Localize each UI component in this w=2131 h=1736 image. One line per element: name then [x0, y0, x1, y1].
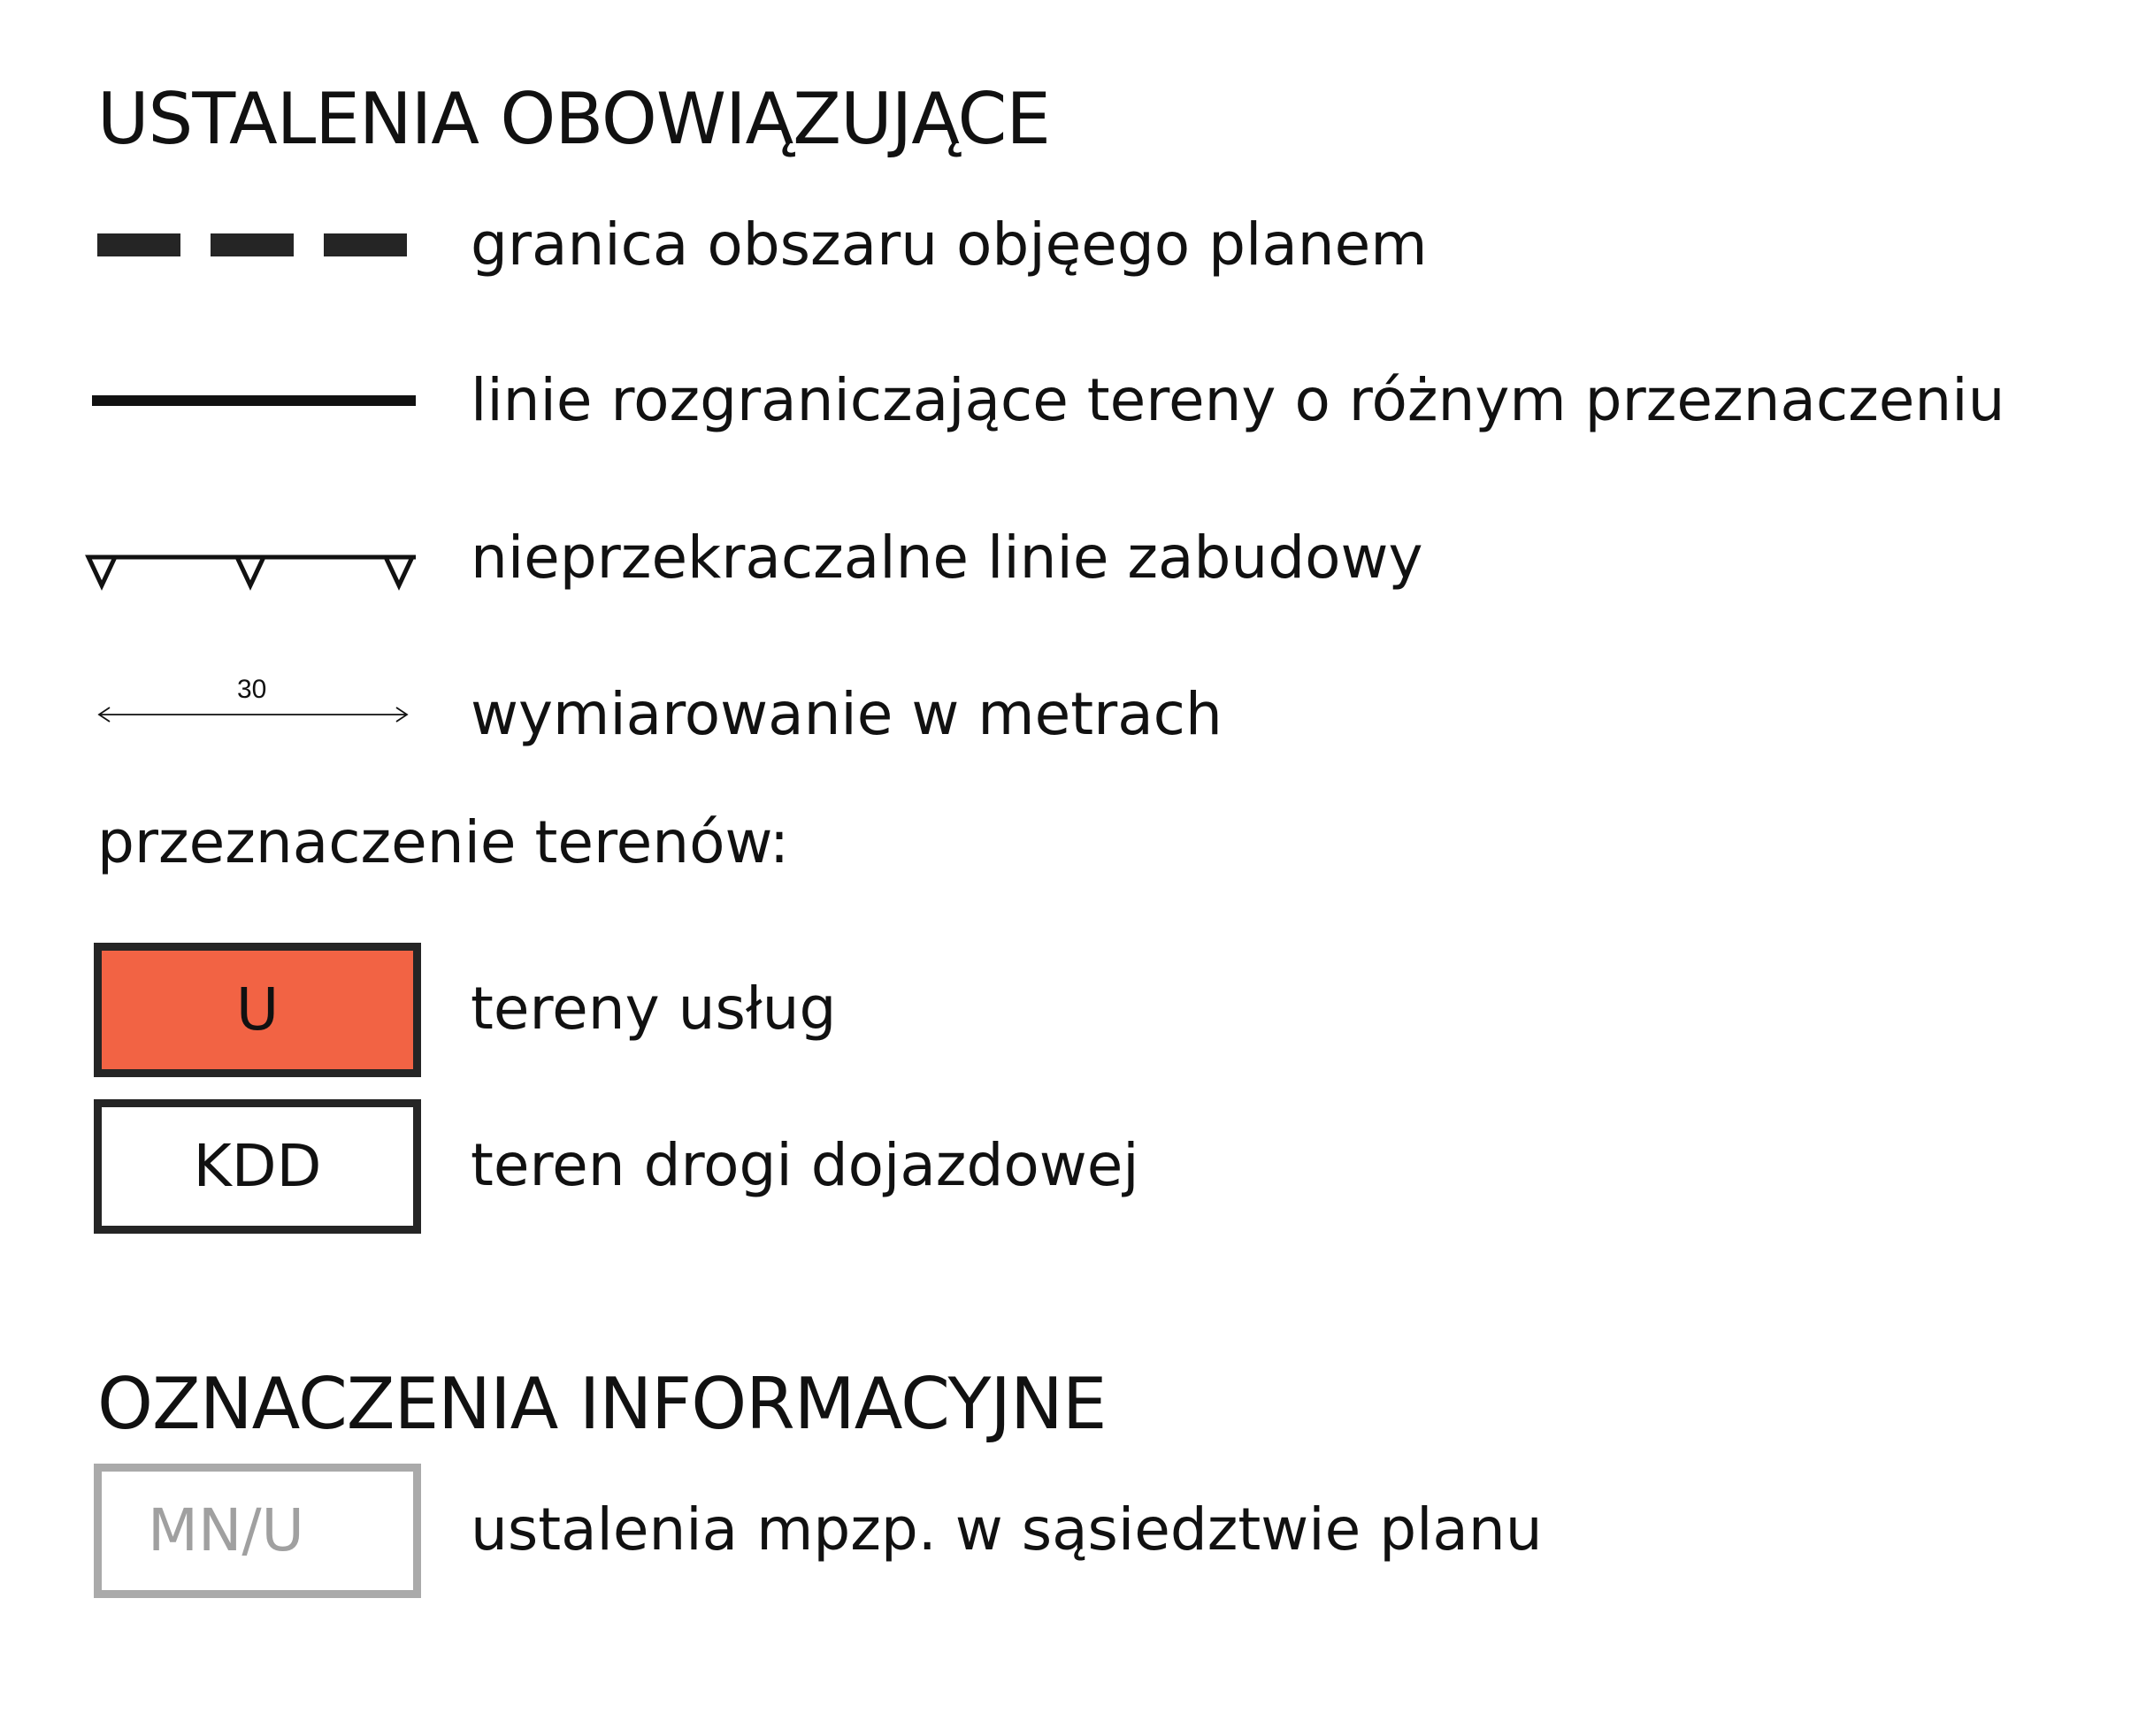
building-line-triangles-icon [85, 543, 421, 596]
dashed-boundary-line-icon [85, 228, 421, 264]
zone-u-code: U [235, 975, 280, 1044]
zone-kdd-swatch [94, 1099, 421, 1234]
informational-markings-heading: OZNACZENIA INFORMACYJNE [97, 1363, 1107, 1445]
zone-mnu-code: MN/U [148, 1496, 304, 1564]
legend-label-access-road: teren drogi dojazdowej [471, 1131, 1139, 1199]
legend-label-dividing-lines: linie rozgraniczające tereny o różnym przeznaczeniu [471, 366, 2005, 434]
dimension-value: 30 [237, 675, 267, 704]
zone-mnu-swatch [94, 1464, 421, 1598]
legend-label-building-lines: nieprzekraczalne linie zabudowy [471, 524, 1423, 592]
binding-provisions-heading: USTALENIA OBOWIĄZUJĄCE [97, 78, 1050, 160]
zone-u-swatch [94, 943, 421, 1077]
zone-kdd-code: KDD [193, 1132, 322, 1200]
legend-label-neighbouring-plan: ustalenia mpzp. w sąsiedztwie planu [471, 1495, 1543, 1564]
solid-dividing-line-icon [85, 387, 421, 414]
legend-label-plan-boundary: granica obszaru objęego planem [471, 210, 1428, 279]
legend-label-dimensioning: wymiarowanie w metrach [471, 680, 1223, 748]
land-use-heading: przeznaczenie terenów: [97, 808, 790, 876]
legend-label-services: tereny usług [471, 975, 837, 1043]
